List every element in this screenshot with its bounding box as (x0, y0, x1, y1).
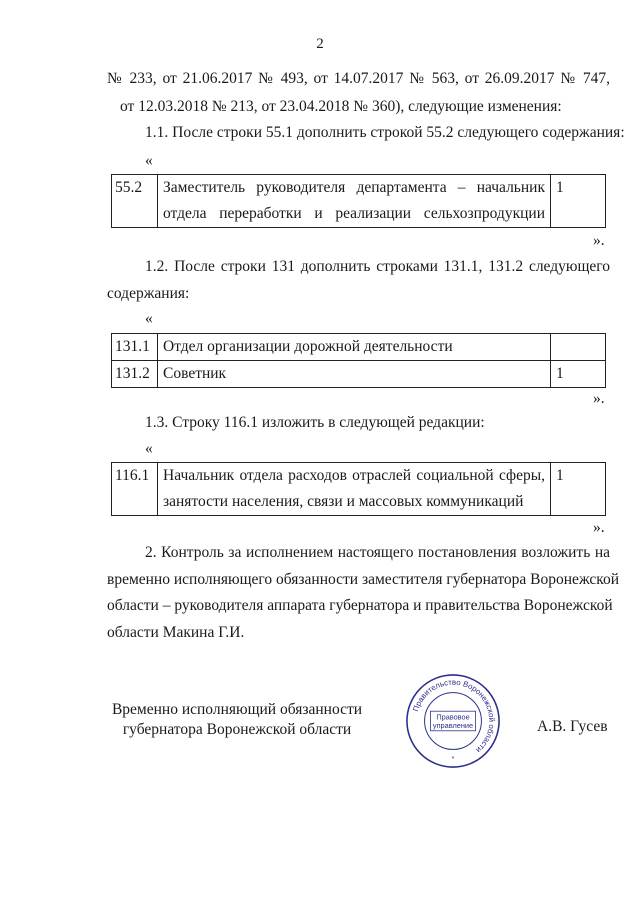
intro-line-2: от 12.03.2018 № 213, от 23.04.2018 № 360), следующие изменения: (120, 98, 562, 115)
open-quote: « (145, 310, 153, 327)
row-name-line-2: отдела переработки и реализации сельхозпродукции (163, 205, 545, 222)
stamp-star-icon: * (451, 756, 455, 764)
row-name: Отдел организации дорожной деятельности (158, 334, 551, 361)
item-1-3-heading: 1.3. Строку 116.1 изложить в следующей редакции: (145, 414, 485, 431)
stamp-ring-text: Правительство Воронежской области (411, 677, 497, 755)
item-1-2-heading-line-1: 1.2. После строки 131 дополнить строками 131.1, 131.2 следующего (145, 258, 610, 275)
row-number: 131.1 (112, 334, 158, 361)
item-2-line-4: области Макина Г.И. (107, 624, 245, 641)
intro-line-1: № 233, от 21.06.2017 № 493, от 14.07.2017 № 563, от 26.09.2017 № 747, (107, 70, 610, 87)
row-count: 1 (551, 175, 606, 228)
position-line-1: Временно исполняющий обязанности (111, 701, 363, 718)
position-line-2: губернатора Воронежской области (122, 721, 352, 738)
stamp-center-line-2: управление (432, 720, 474, 730)
table-116-1 (111, 462, 606, 516)
open-quote: « (145, 152, 153, 169)
row-count: 1 (551, 361, 606, 388)
row-name (158, 463, 551, 516)
row-count (551, 334, 606, 361)
page-number: 2 (316, 36, 324, 52)
row-number: 131.2 (112, 361, 158, 388)
table-row (112, 175, 606, 228)
official-stamp (404, 672, 502, 770)
item-1-1-heading: 1.1. После строки 55.1 дополнить строкой 55.2 следующего содержания: (145, 124, 625, 141)
close-quote: ». (593, 232, 605, 249)
item-2-line-3: области – руководителя аппарата губернатора и правительства Воронежской (107, 597, 613, 614)
row-number: 55.2 (112, 175, 158, 228)
row-name-line-1: Заместитель руководителя департамента – начальник (163, 179, 545, 196)
item-2-line-2: временно исполняющего обязанности заместителя губернатора Воронежской (107, 571, 620, 588)
table-row (112, 334, 606, 361)
row-name-line-2: занятости населения, связи и массовых коммуникаций (163, 493, 524, 510)
stamp-center-line-1: Правовое (436, 712, 470, 722)
table-55-2 (111, 174, 606, 228)
item-2-line-1: 2. Контроль за исполнением настоящего постановления возложить на (145, 544, 610, 561)
row-number: 116.1 (112, 463, 158, 516)
signatory-position (107, 700, 367, 740)
table-131 (111, 333, 606, 388)
open-quote: « (145, 440, 153, 457)
table-row (112, 361, 606, 388)
signatory-name: А.В. Гусев (537, 718, 608, 735)
row-name: Советник (158, 361, 551, 388)
close-quote: ». (593, 519, 605, 536)
row-name-line-1: Начальник отдела расходов отраслей социальной сферы, (163, 467, 545, 484)
table-row (112, 463, 606, 516)
row-count: 1 (551, 463, 606, 516)
item-1-2-heading-line-2: содержания: (107, 285, 190, 302)
close-quote: ». (593, 390, 605, 407)
row-name (158, 175, 551, 228)
